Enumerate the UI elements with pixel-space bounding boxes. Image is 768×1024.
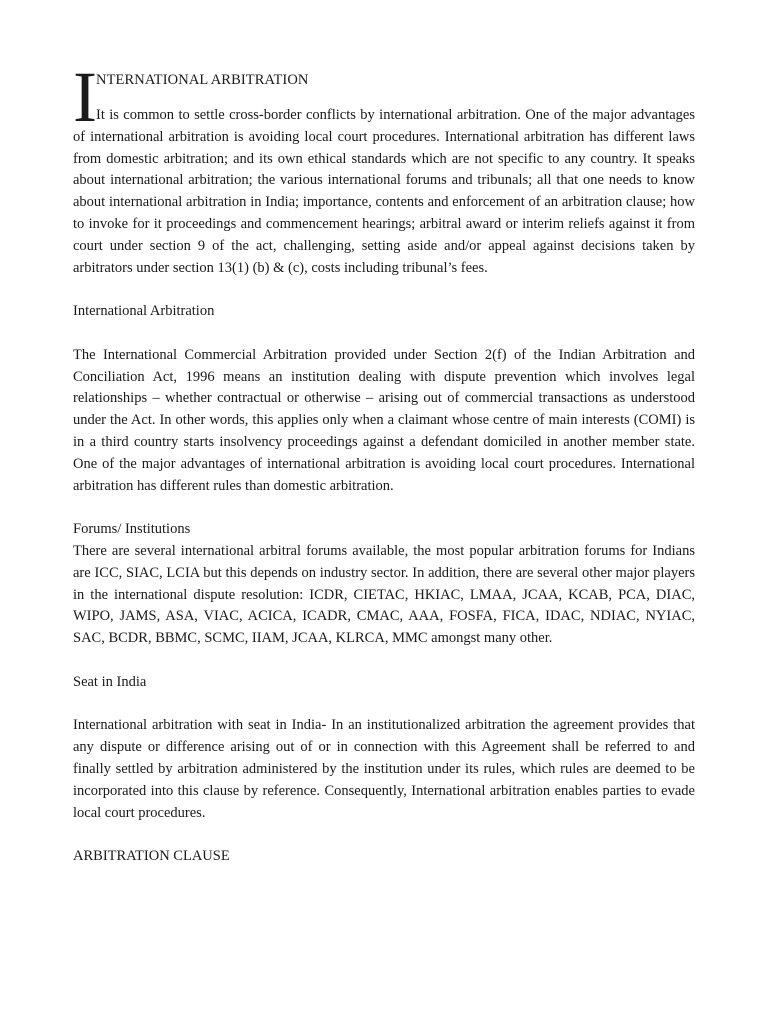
spacer	[73, 694, 695, 716]
document-title	[73, 57, 695, 137]
spacer	[73, 497, 695, 519]
title-text: NTERNATIONAL ARBITRATION	[96, 72, 309, 88]
drop-cap-letter: I	[73, 57, 97, 137]
section-heading-forums: Forums/ Institutions	[73, 521, 191, 538]
section-heading-seat-in-india: Seat in India	[73, 673, 147, 690]
spacer	[73, 279, 695, 301]
document-page	[73, 57, 695, 868]
section-paragraph-seat-in-india: International arbitration with seat in India- In an institutionalized arbitration the agreement provides that any dispute or difference arising out of or in connection with this Agreement shall be referred to and finally settled by arbitration administered by the institution under its rules, which rules are deemed to be incorporated into this clause by reference. Consequently, International arbitration enables parties to evade local court procedures.	[73, 717, 695, 821]
spacer	[73, 824, 695, 846]
section-paragraph-forums: There are several international arbitral forums available, the most popular arbitration forums for Indians are ICC, SIAC, LCIA but this depends on industry sector. In addition, there are several other major players in the international dispute resolution: ICDR, CIETAC, HKIAC, LMAA, JCAA, KCAB, PCA, DIAC, WIPO, JAMS, ASA, VIAC, ACICA, ICADR, CMAC, AAA, FOSFA, FICA, IDAC, NDIAC, NYIAC, SAC, BCDR, BBMC, SCMC, IIAM, JCAA, KLRCA, MMC amongst many other.	[73, 542, 695, 647]
section-heading-arbitration-clause: ARBITRATION CLAUSE	[73, 848, 230, 865]
spacer	[73, 323, 695, 345]
section-heading-international-arbitration: International Arbitration	[73, 303, 215, 320]
spacer	[73, 650, 695, 672]
intro-paragraph: It is common to settle cross-border conflicts by international arbitration. One of the major advantages of international arbitration is avoiding local court procedures. International arbitration has different laws from domestic arbitration; and its own ethical standards which are not specific to any country. It speaks about international arbitration; the various international forums and tribunals; all that one needs to know about international arbitration in India; importance, contents and enforcement of an arbitration clause; how to invoke for it proceedings and commencement hearings; arbitral award or interim reliefs against it from court under section 9 of the act, challenging, setting aside and/or appeal against decisions taken by arbitrators under section 13(1) (b) & (c), costs including tribunal’s fees.	[73, 107, 695, 276]
section-paragraph-international-arbitration: The International Commercial Arbitration provided under Section 2(f) of the Indian Arbitration and Conciliation Act, 1996 means an institution dealing with dispute prevention which involves legal relationships – whether contractual or otherwise – arising out of commercial transactions as understood under the Act. In other words, this applies only when a claimant whose centre of main interests (COMI) is in a third country starts insolvency proceedings against a defendant domiciled in another member state. One of the major advantages of international arbitration is avoiding local court procedures. International arbitration has different rules than domestic arbitration.	[73, 346, 695, 494]
